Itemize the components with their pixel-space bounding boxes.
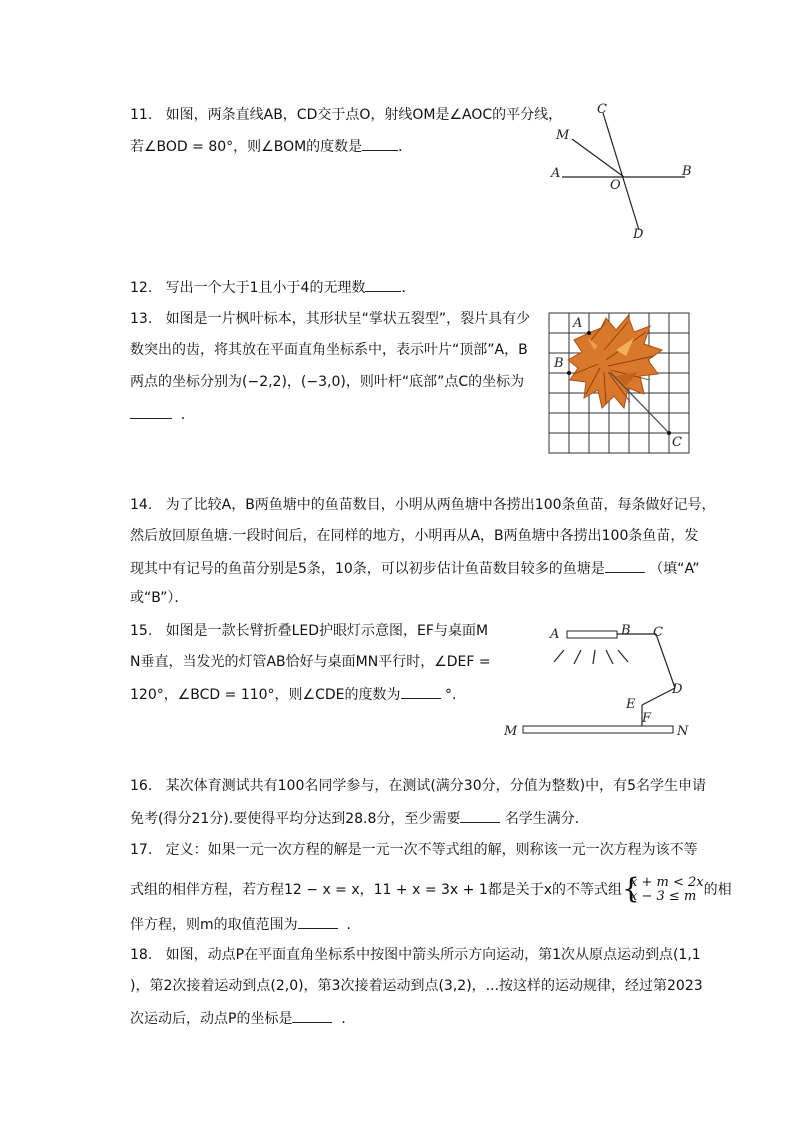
q16-line2: 免考(得分21分).要使得平均分达到28.8分，至少需要 名学生满分． [130, 808, 589, 828]
label-b: B [682, 164, 692, 179]
q12-answer-blank[interactable] [365, 277, 401, 292]
light-rays [554, 650, 628, 664]
q18-line3: 次运动后，动点P的坐标是 ． [130, 1008, 355, 1028]
label-c: C [597, 102, 607, 117]
q12-line: 12. 写出一个大于1且小于4的无理数 ． [130, 277, 415, 297]
point-c [667, 431, 671, 435]
q18-line1: 18. 如图，动点P在平面直角坐标系中按图中箭头所示方向运动，第1次从原点运动到点(1,1 [130, 947, 701, 963]
q13-line2: 数突出的齿，将其放在平面直角坐标系中，表示叶片“顶部”A，B [130, 342, 528, 358]
q16-line1: 16. 某次体育测试共有100名同学参与，在测试(满分30分，分值为整数)中，有5名学生申请 [130, 778, 706, 794]
label-a: A [550, 627, 560, 642]
q11-answer-blank[interactable] [362, 136, 398, 151]
label-b: B [554, 356, 564, 371]
label-o: O [610, 178, 621, 193]
q15-line2: N垂直，当发光的灯管AB恰好与桌面MN平行时，∠DEF = [130, 654, 491, 670]
q14-line4: 或“B”）． [130, 590, 189, 606]
q14-line1: 14. 为了比较A，B两鱼塘中的鱼苗数目，小明从两鱼塘中各捞出100条鱼苗，每条做好记号， [130, 497, 716, 513]
q17-line2: 式组的相伴方程，若方程12 − x = x，11 + x = 3x + 1都是关于x的不等式组 { x + m < 2x x − 3 ≤ m 的相 [130, 872, 732, 905]
q11-line1 [130, 106, 562, 124]
label-b: B [621, 623, 631, 638]
label-c: C [653, 625, 663, 640]
segment-de [642, 688, 675, 705]
q13-line3: 两点的坐标分别为(−2,2)，(−3,0)，则叶杆“底部”点C的坐标为 [130, 374, 525, 390]
q18-answer-blank[interactable] [292, 1008, 332, 1023]
inequality-2: x − 3 ≤ m [630, 889, 697, 904]
label-a: A [551, 166, 561, 181]
q14-line2: 然后放回原鱼塘.一段时间后，在同样的地方，小明再从A，B两鱼塘中各捞出100条鱼苗，发 [130, 528, 699, 544]
point-a [587, 331, 591, 335]
label-n: N [677, 724, 689, 739]
q13-answer-blank[interactable] [130, 404, 172, 419]
q11-line2: 若∠BOD = 80°，则∠BOM的度数是 ． [130, 136, 412, 156]
q17-answer-blank[interactable] [298, 914, 338, 929]
q14-answer-blank[interactable] [605, 558, 645, 573]
q18-line2: )，第2次接着运动到点(2,0)，第3次接着运动到点(3,2)，...按这样的运动规律，经过第2023 [130, 978, 703, 994]
q11-text2: 若∠BOD = 80°，则∠BOM的度数是 [130, 139, 363, 155]
q16-number: 16. [130, 778, 153, 794]
q15-answer-blank[interactable] [401, 684, 441, 699]
point-b [567, 371, 571, 375]
label-d: D [633, 227, 644, 242]
q18-number: 18. [130, 947, 153, 963]
q15-line3: 120°，∠BCD = 110°，则∠CDE的度数为 °. [130, 684, 456, 704]
q13-number: 13. [130, 311, 153, 327]
q13-line4: ． [130, 404, 195, 424]
q14-line3: 现其中有记号的鱼苗分别是5条，10条，可以初步估计鱼苗数目较多的鱼塘是 （填“A” [130, 558, 700, 578]
q11-number: 11. [130, 107, 153, 123]
desk-mn [523, 726, 673, 733]
q13-figure [546, 310, 692, 454]
label-f: F [642, 711, 652, 726]
lamp-tube-ab [567, 631, 617, 638]
q15-number: 15. [130, 623, 153, 639]
q17-number: 17. [130, 842, 153, 858]
label-e: E [626, 697, 636, 712]
label-m: M [504, 724, 518, 739]
q17-line1: 17. 定义：如果一元一次方程的解是一元一次不等式组的解，则称该一元一次方程为该不等 [130, 842, 698, 858]
q17-line3: 伴方程，则m的取值范围为 ． [130, 914, 361, 934]
inequality-1: x + m < 2x [630, 875, 704, 890]
q14-number: 14. [130, 497, 153, 513]
q11-text1: 如图，两条直线AB，CD交于点O，射线OM是∠AOC的平分线， [165, 107, 563, 123]
q15-figure [496, 618, 696, 743]
label-a: A [573, 316, 583, 331]
q13-line1: 13. 如图是一片枫叶标本，其形状呈“掌状五裂型”，裂片具有少 [130, 311, 531, 327]
q12-number: 12. [130, 280, 153, 296]
ray-om [572, 139, 624, 177]
q11-figure [540, 95, 700, 245]
label-c: C [672, 435, 682, 450]
q16-answer-blank[interactable] [460, 808, 500, 823]
q15-line1: 15. 如图是一款长臂折叠LED护眼灯示意图，EF与桌面M [130, 623, 489, 639]
line-cd [603, 113, 639, 230]
label-d: D [672, 682, 683, 697]
inequality-system: { x + m < 2x x − 3 ≤ m [622, 872, 704, 905]
segment-cd [656, 634, 675, 688]
maple-leaf-icon [568, 316, 669, 433]
label-m: M [556, 128, 570, 143]
